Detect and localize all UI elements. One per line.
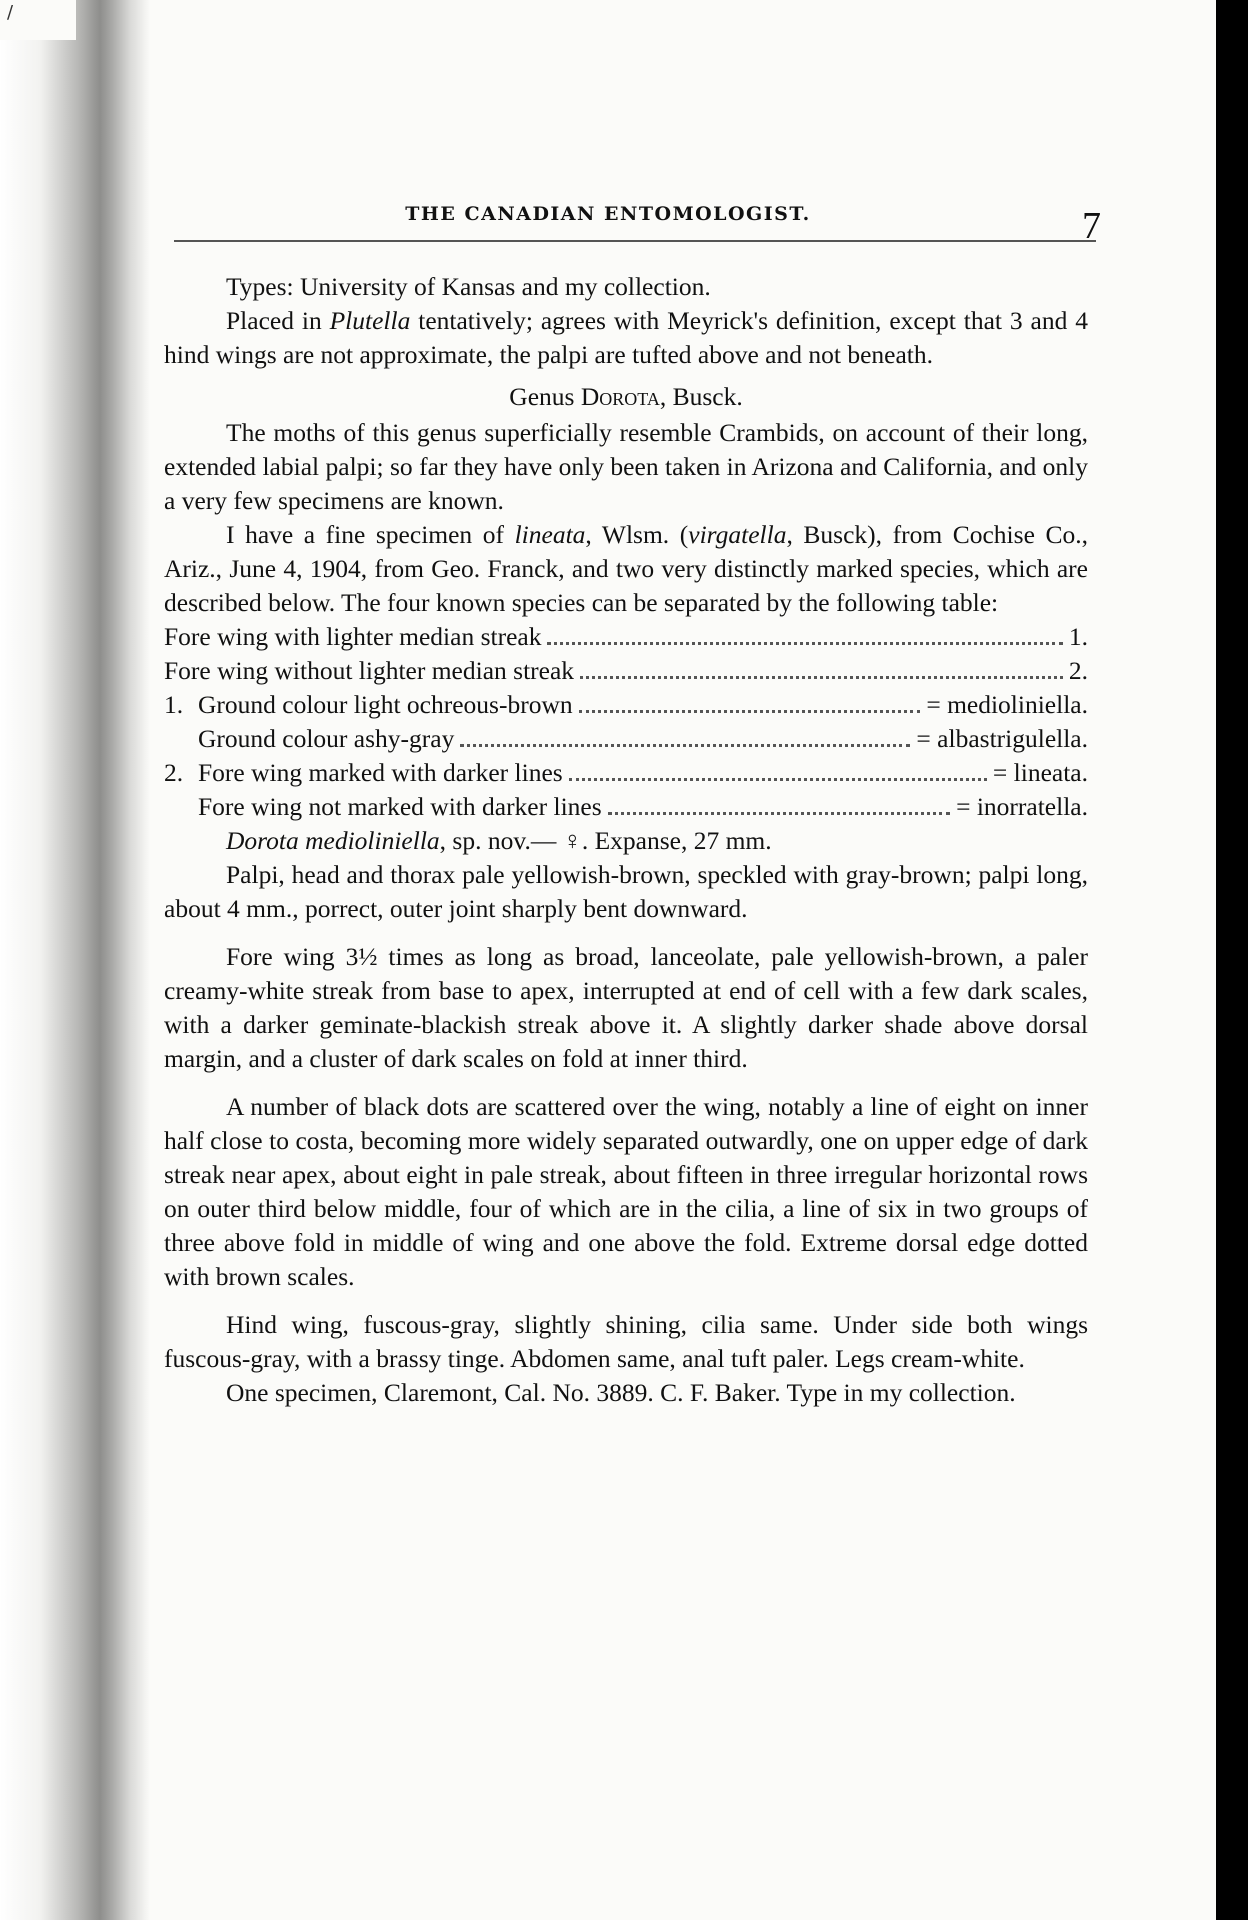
leader-dots (608, 812, 950, 815)
specimen-record-paragraph: One specimen, Claremont, Cal. No. 3889. C. F. Baker. Type in my collection. (226, 1378, 1016, 1407)
key-row-result: = lineata. (992, 758, 1088, 787)
specimen-text-a: I have a fine specimen of (226, 520, 515, 549)
header-rule (174, 240, 1096, 243)
key-row-text: Fore wing without lighter median streak (164, 656, 575, 685)
key-row-number: 2. (164, 758, 184, 787)
leader-dots (547, 642, 1062, 645)
specimen-paragraph (164, 518, 1088, 620)
key-row (164, 620, 1088, 654)
key-row-text: Fore wing with lighter median streak (164, 622, 542, 651)
leader-dots (580, 676, 1063, 679)
page-body (164, 270, 1088, 1410)
hind-wing-paragraph: Hind wing, fuscous-gray, slightly shining, cilia same. Under side both wings fuscous-gray, with a brassy tinge. Abdomen same, anal tuft paler. Legs cream-white. (164, 1310, 1088, 1373)
species-key-table (164, 620, 1088, 824)
key-row (164, 688, 1088, 722)
black-dots-paragraph: A number of black dots are scattered over the wing, notably a line of eight on inner half close to costa, becoming more widely separated outwardly, one on upper edge of dark streak near apex, about eight in pale streak, about fifteen in three irregular horizontal rows on outer third below middle, four of which are in the cilia, a line of six in two groups of three above fold in middle of wing and one above the fold. Extreme dorsal edge dotted with brown scales. (164, 1092, 1088, 1291)
key-row-result: 1. (1068, 622, 1088, 651)
page-number: 7 (1082, 205, 1101, 247)
species-heading-rest: , sp. nov.— ♀. Expanse, 27 mm. (439, 826, 772, 855)
genus-name: Dorota (580, 382, 660, 411)
leader-dots (579, 710, 921, 713)
genus-prefix: Genus (509, 382, 581, 411)
genus-description-paragraph: The moths of this genus superficially resemble Crambids, on account of their long, extended labial palpi; so far they have only been taken in Arizona and California, and only a very few specimens are known. (164, 418, 1088, 515)
genus-author: , Busck. (659, 382, 743, 411)
key-row-text: Ground colour ashy-gray (198, 724, 455, 753)
genus-plutella: Plutella (329, 306, 411, 335)
palpi-paragraph: Palpi, head and thorax pale yellowish-brown, speckled with gray-brown; palpi long, about 4 mm., porrect, outer joint sharply bent downward. (164, 860, 1088, 923)
species-virgatella: virgatella (688, 520, 787, 549)
species-heading (164, 824, 1088, 858)
types-paragraph: Types: University of Kansas and my collection. (226, 272, 711, 301)
key-row-result: = inorratella. (956, 792, 1088, 821)
species-name: Dorota medioliniella (226, 826, 440, 855)
key-row-text: Fore wing marked with darker lines (198, 758, 563, 787)
page-gutter-shadow (0, 0, 150, 1920)
leader-dots (569, 778, 987, 781)
key-row (164, 722, 1088, 756)
key-row-result: = medioliniella. (926, 690, 1088, 719)
placement-text-start: Placed in (226, 306, 330, 335)
genus-heading (164, 380, 1088, 414)
key-row-result: 2. (1068, 656, 1088, 685)
key-row-text: Ground colour light ochreous-brown (198, 690, 573, 719)
placement-paragraph (164, 304, 1088, 372)
key-row (164, 756, 1088, 790)
specimen-text-b: , Wlsm. ( (585, 520, 689, 549)
key-row-result: = albastrigulella. (916, 724, 1088, 753)
margin-mark: / (7, 2, 14, 23)
key-row-number: 1. (164, 690, 184, 719)
species-lineata: lineata (514, 520, 586, 549)
specimen-text-c: , Busck), from Cochise Co., Ariz., June 4, 1904, from Geo. Franck, and two very distinctly marked species, which are described below. The four known species can be separated by the following table: (164, 520, 1088, 617)
key-row (164, 654, 1088, 688)
key-row (164, 790, 1088, 824)
running-title: THE CANADIAN ENTOMOLOGIST. (405, 203, 811, 225)
leader-dots (460, 744, 910, 747)
placement-text-end: tentatively; agrees with Meyrick's definition, except that 3 and 4 hind wings are not approximate, the palpi are tufted above and not beneath. (164, 306, 1088, 369)
key-row-text: Fore wing not marked with darker lines (198, 792, 602, 821)
fore-wing-paragraph: Fore wing 3½ times as long as broad, lanceolate, pale yellowish-brown, a paler creamy-white streak from base to apex, interrupted at end of cell with a few dark scales, with a darker geminate-blackish streak above it. A slightly darker shade above dorsal margin, and a cluster of dark scales on fold at inner third. (164, 942, 1088, 1073)
